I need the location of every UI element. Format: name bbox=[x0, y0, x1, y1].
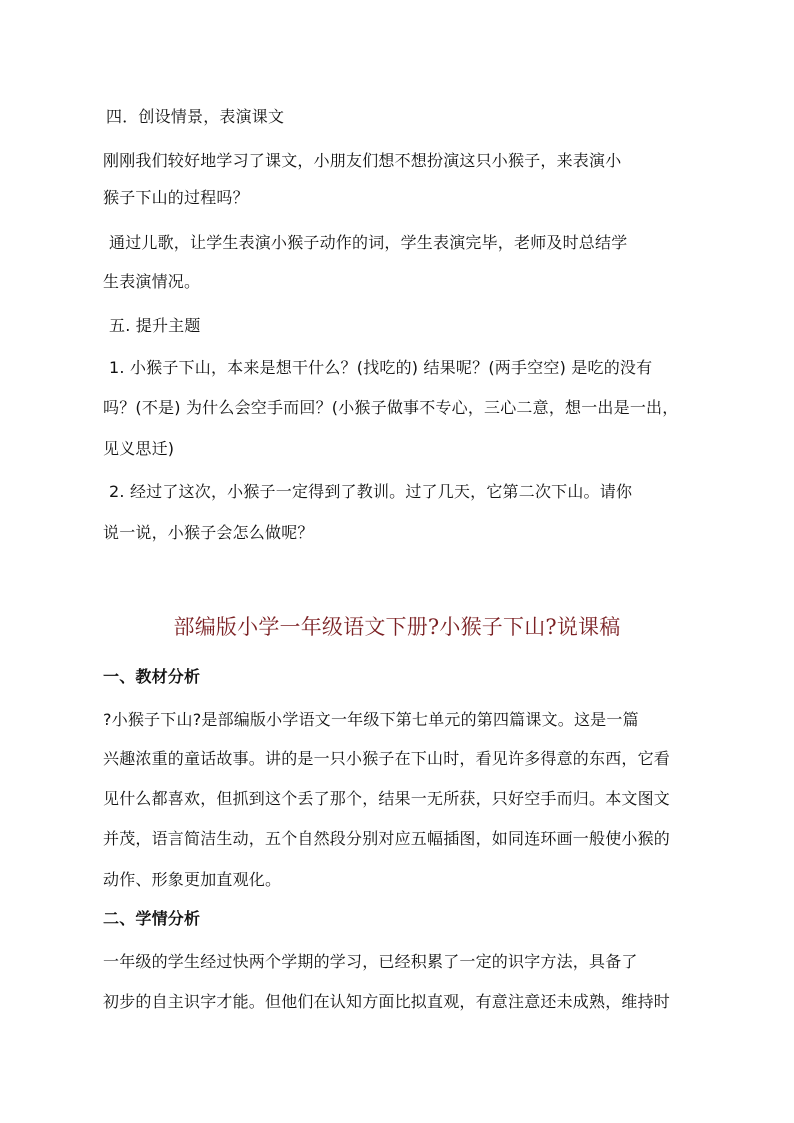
section-5-heading: 五. 提升主题 bbox=[109, 316, 201, 335]
section-4-paragraph-2-line-2: 生表演情况。 bbox=[103, 272, 201, 291]
part-2-line-1: 一年级的学生经过快两个学期的学习，已经积累了一定的识字方法，具备了 bbox=[103, 952, 638, 971]
question-1-line-3: 见义思迁) bbox=[103, 439, 175, 458]
question-1-line-1: 1. 小猴子下山，本来是想干什么？(找吃的) 结果呢？(两手空空) 是吃的没有 bbox=[109, 358, 653, 377]
part-1-line-2: 兴趣浓重的童话故事。讲的是一只小猴子在下山时，看见许多得意的东西，它看 bbox=[103, 749, 671, 768]
part-1-line-5: 动作、形象更加直观化。 bbox=[103, 870, 282, 889]
part-1-heading: 一、教材分析 bbox=[103, 667, 201, 686]
part-1-line-3: 见什么都喜欢，但抓到这个丢了那个，结果一无所获，只好空手而归。本文图文 bbox=[103, 789, 671, 808]
section-4-paragraph-2-line-1: 通过儿歌，让学生表演小猴子动作的词，学生表演完毕，老师及时总结学 bbox=[109, 233, 628, 252]
part-2-line-2: 初步的自主识字才能。但他们在认知方面比拟直观，有意注意还未成熟，维持时 bbox=[103, 992, 671, 1011]
part-1-line-1: ?小猴子下山?是部编版小学语文一年级下第七单元的第四篇课文。这是一篇 bbox=[103, 710, 639, 729]
section-4-heading: 四．创设情景，表演课文 bbox=[106, 107, 285, 126]
part-1-line-4: 并茂，语言简洁生动，五个自然段分别对应五幅插图，如同连环画一般使小猴的 bbox=[103, 829, 671, 848]
section-4-paragraph-1-line-2: 猴子下山的过程吗？ bbox=[103, 188, 249, 207]
part-2-heading: 二、学情分析 bbox=[103, 909, 201, 928]
question-2-line-1: 2. 经过了这次，小猴子一定得到了教训。过了几天，它第二次下山。请你 bbox=[109, 482, 633, 501]
question-1-line-2: 吗？(不是) 为什么会空手而回？(小猴子做事不专心，三心二意，想一出是一出， bbox=[103, 398, 679, 417]
document-title: 部编版小学一年级语文下册?小猴子下山?说课稿 bbox=[173, 615, 621, 639]
question-2-line-2: 说一说，小猴子会怎么做呢？ bbox=[103, 523, 314, 542]
section-4-paragraph-1-line-1: 刚刚我们较好地学习了课文，小朋友们想不想扮演这只小猴子，来表演小 bbox=[103, 151, 622, 170]
